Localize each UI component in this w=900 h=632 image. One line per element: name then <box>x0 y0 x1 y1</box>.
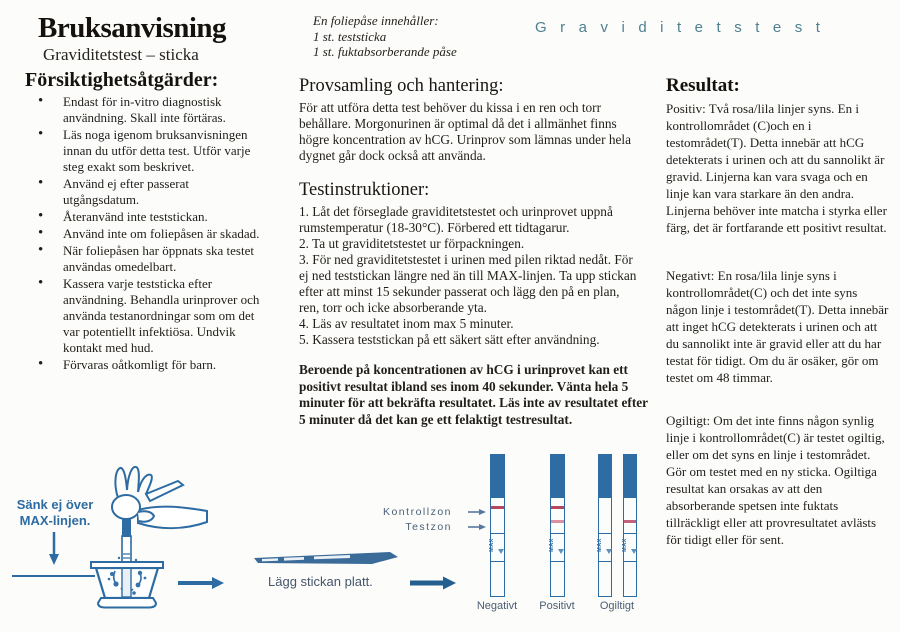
list-item: • Kassera varje teststicka efter användning. Behandla urinprover och använda testanordningar som om det var potentiellt infektiösa. Undvik kontakt med hud. <box>25 276 268 356</box>
stick-cap <box>624 455 636 498</box>
stick-label-negative: Negativt <box>476 600 518 612</box>
stick-label-invalid: Ogiltigt <box>599 600 635 612</box>
package-line: 1 st. teststicka <box>313 28 387 44</box>
test-zone-pointer-icon <box>468 523 487 531</box>
control-line <box>551 506 564 509</box>
step: 4. Läs av resultatet inom max 5 minuter. <box>299 316 514 331</box>
list-item: • Använd ej efter passerat utgångsdatum. <box>25 176 268 208</box>
precautions-heading: Försiktighetsåtgärder: <box>25 69 219 91</box>
max-label: MAX <box>621 538 628 552</box>
max-line-note: Sänk ej över MAX-linjen. <box>16 497 94 528</box>
result-invalid-text: Ogiltigt: Om det inte finns någon synlig linje i kontrollområdet(C) är testet ogiltig, eller om det syns en linje i testområdet. Gör om testet med en ny sticka. Ogiltiga resultat kan orsakas av att den absorberande spetsen inte fuktats tillräckligt eller att provresultatet avlästs för tidigt eller för sent. <box>666 413 885 547</box>
stick-window <box>624 498 636 534</box>
precautions-list <box>25 94 268 374</box>
stick-positive <box>550 454 565 597</box>
stick-cap <box>551 455 564 498</box>
lay-flat-caption: Lägg stickan platt. <box>268 574 373 589</box>
stick-negative <box>490 454 505 597</box>
zone-labels <box>352 505 452 534</box>
stick-max-section <box>548 534 564 562</box>
right-arrow-icon <box>410 576 456 590</box>
sampling-heading: Provsamling och hantering: <box>299 76 504 96</box>
test-zone-label: Testzon <box>405 520 452 533</box>
stick-invalid-testline <box>623 454 637 597</box>
page-subtitle: Graviditetstest – sticka <box>43 45 199 64</box>
result-positive-text: Positiv: Två rosa/lila linjer syns. En i kontrollområdet (C)och en i testområdet(T). Detta innebär att hCG detekterats i urinen och att du sannolikt är gravid. Linjerna kan vara svaga och en linje kan vara starkare än den andra. Linjerna behöver inte matcha i styrka eller färg, det är fortfarande ett positivt resultat. <box>666 101 887 235</box>
stick-label-positive: Positivt <box>539 600 575 612</box>
max-label: MAX <box>548 538 555 552</box>
package-line: 1 st. fuktabsorberande påse <box>313 44 457 59</box>
max-label: MAX <box>596 538 603 552</box>
test-line <box>624 520 636 523</box>
stick-window <box>599 498 611 534</box>
instructions-heading: Testinstruktioner: <box>299 180 430 200</box>
package-line: En foliepåse innehåller: <box>313 13 439 28</box>
brand-wordmark: Graviditetstest <box>535 19 834 36</box>
max-level-line <box>12 575 95 577</box>
timing-warning: Beroende på koncentrationen av hCG i urinprovet kan ett positivt resultat ibland ses inom 40 sekunder. Vänta hela 5 minuter för att bekräfta resultatet. Läs inte av resultatet efter 5 minuter då det kan ge ett felaktigt testresultat. <box>299 362 648 427</box>
page-title: Bruksanvisning <box>38 12 227 44</box>
step: 3. För ned graviditetstestet i urinen med pilen riktad nedåt. För ej ned teststickan längre ned än till MAX-linjen. Ta upp stickan efter att minst 15 sekunder passerat och lägg den på en plan, ren, torr och icke absorberande yta. <box>299 252 637 315</box>
list-item: • När foliepåsen har öppnats ska testet användas omedelbart. <box>25 243 268 275</box>
stick-max-section <box>596 534 611 562</box>
list-item: • Använd inte om foliepåsen är skadad. <box>25 226 268 242</box>
down-arrow-mark-icon <box>606 549 612 554</box>
test-line <box>551 520 564 523</box>
down-arrow-icon <box>48 532 60 566</box>
max-label: MAX <box>488 538 495 552</box>
instructions-steps <box>299 204 643 348</box>
stick-max-section <box>488 534 504 562</box>
result-negative-text: Negativt: En rosa/lila linje syns i kontrollområdet(C) och det inte syns någon linje i testområdet(T). Detta innebär att inget hCG detekterats i urinen och att du sannolikt inte är gravid eller att du har testat för tidigt. Om du är osäker, gör om testet om 48 timmar. <box>666 268 889 385</box>
list-item: • Endast för in-vitro diagnostisk användning. Skall inte förtäras. <box>25 94 268 126</box>
list-item: • Förvaras oåtkomligt för barn. <box>25 357 268 373</box>
down-arrow-mark-icon <box>631 549 637 554</box>
control-zone-pointer-icon <box>468 508 487 516</box>
control-line <box>491 506 504 509</box>
cup-rim <box>91 562 163 568</box>
stick-cap <box>599 455 611 498</box>
right-arrow-icon <box>178 576 224 590</box>
results-heading: Resultat: <box>666 75 740 96</box>
hand-icon <box>112 467 207 528</box>
step: 1. Låt det förseglade graviditetstestet och urinprovet uppnå rumstemperatur (18-30°C). Förbered ett tidtagarur. <box>299 204 613 235</box>
step: 2. Ta ut graviditetstestet ur förpackningen. <box>299 236 525 251</box>
flat-stick-illustration <box>252 548 400 576</box>
list-item: • Återanvänd inte teststickan. <box>25 209 268 225</box>
list-item: • Läs noga igenom bruksanvisningen innan du utför detta test. Utför varje steg exakt som beskrivet. <box>25 127 268 175</box>
stick-window <box>491 498 504 534</box>
down-arrow-mark-icon <box>558 549 564 554</box>
stick-cap <box>491 455 504 498</box>
down-arrow-mark-icon <box>498 549 504 554</box>
control-zone-label: Kontrollzon <box>382 506 452 518</box>
step: 5. Kassera teststickan på ett säkert sätt efter användning. <box>299 332 600 347</box>
stick-invalid-blank <box>598 454 612 597</box>
stick-max-section <box>621 534 636 562</box>
package-contents-note <box>313 13 457 60</box>
stick-window <box>551 498 564 534</box>
sampling-body: För att utföra detta test behöver du kissa i en ren och torr behållare. Morgonurinen är optimal då det i allmänhet finns högre koncentration av hCG. Urinprov som lämnas under hela dygnet går dock också att använda. <box>299 100 631 163</box>
